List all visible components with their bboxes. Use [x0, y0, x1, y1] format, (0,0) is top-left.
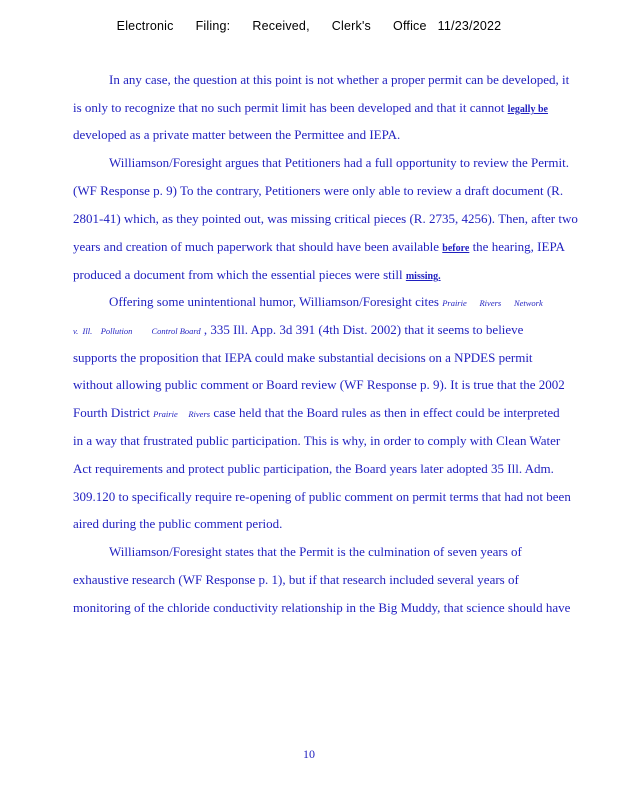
p2-line-2: (WF Response p. 9) To the contrary, Petitioners were only able to review a draft document (R. — [73, 183, 564, 198]
p1-line-2-text: is only to recognize that no such permit limit has been developed and that it cannot — [73, 100, 505, 115]
p2-line-4-text-a: years and creation of much paperwork that should have been available — [73, 239, 440, 254]
p2-line-5-emphasis: missing. — [405, 271, 441, 282]
p3-line-3: supports the proposition that IEPA could make substantial decisions on a NPDES permit — [73, 350, 533, 365]
p3-line-4: without allowing public comment or Board review (WF Response p. 9). It is true that the 2002 — [73, 377, 565, 392]
p3-case-name-italic-2: v. Ill. Pollution Control Board — [73, 326, 201, 336]
p3-line-5-text-c: case held that the Board rules as then in effect could be interpreted — [213, 405, 560, 420]
p3-case-name-italic-3: Prairie Rivers — [153, 409, 211, 419]
p3-line-9: aired during the public comment period. — [73, 516, 283, 531]
p3-line-7: Act requirements and protect public participation, the Board years later adopted 35 Ill. Adm. — [73, 461, 554, 476]
p3-line-6: in a way that frustrated public participation. This is why, in order to comply with Clean Water — [73, 433, 561, 448]
p3-case-name-italic: Prairie Rivers Network — [442, 298, 543, 308]
efiling-header: Electronic Filing: Received, Clerk's Office 11/23/2022 — [116, 19, 502, 33]
p3-line-8: 309.120 to specifically require re-opening of public comment on permit terms that had not been — [73, 489, 571, 504]
p3-line-2 — [73, 322, 523, 339]
p1-line-1: In any case, the question at this point is not whether a proper permit can be developed, it — [109, 72, 570, 87]
p4-line-2: exhaustive research (WF Response p. 1), but if that research included several years of — [73, 572, 519, 587]
p3-line-1 — [109, 294, 543, 311]
p1-line-2 — [73, 100, 548, 118]
p2-line-5 — [73, 267, 441, 285]
page-number: 10 — [303, 747, 315, 761]
p4-line-3: monitoring of the chloride conductivity relationship in the Big Muddy, that science should have — [73, 600, 571, 615]
p1-line-3: developed as a private matter between the Permittee and IEPA. — [73, 127, 401, 142]
p2-line-3: 2801-41) which, as they pointed out, was missing critical pieces (R. 2735, 4256). Then, after two — [73, 211, 578, 226]
p2-line-4 — [73, 239, 565, 257]
p4-line-1: Williamson/Foresight states that the Permit is the culmination of seven years of — [109, 544, 522, 559]
p1-line-2-emphasis: legally be — [507, 104, 548, 115]
p3-line-5 — [73, 405, 560, 422]
p2-line-4-emphasis: before — [442, 243, 470, 254]
p3-line-5-text-a: Fourth District — [73, 405, 150, 420]
p2-line-5-text: produced a document from which the essential pieces were still — [73, 267, 403, 282]
p2-line-1: Williamson/Foresight argues that Petitioners had a full opportunity to review the Permit. — [109, 155, 569, 170]
p2-line-4-text-c: the hearing, IEPA — [472, 239, 565, 254]
p3-line-2-text: , 335 Ill. App. 3d 391 (4th Dist. 2002) that it seems to believe — [203, 322, 524, 337]
p3-line-1-text: Offering some unintentional humor, Williamson/Foresight cites — [109, 294, 439, 309]
